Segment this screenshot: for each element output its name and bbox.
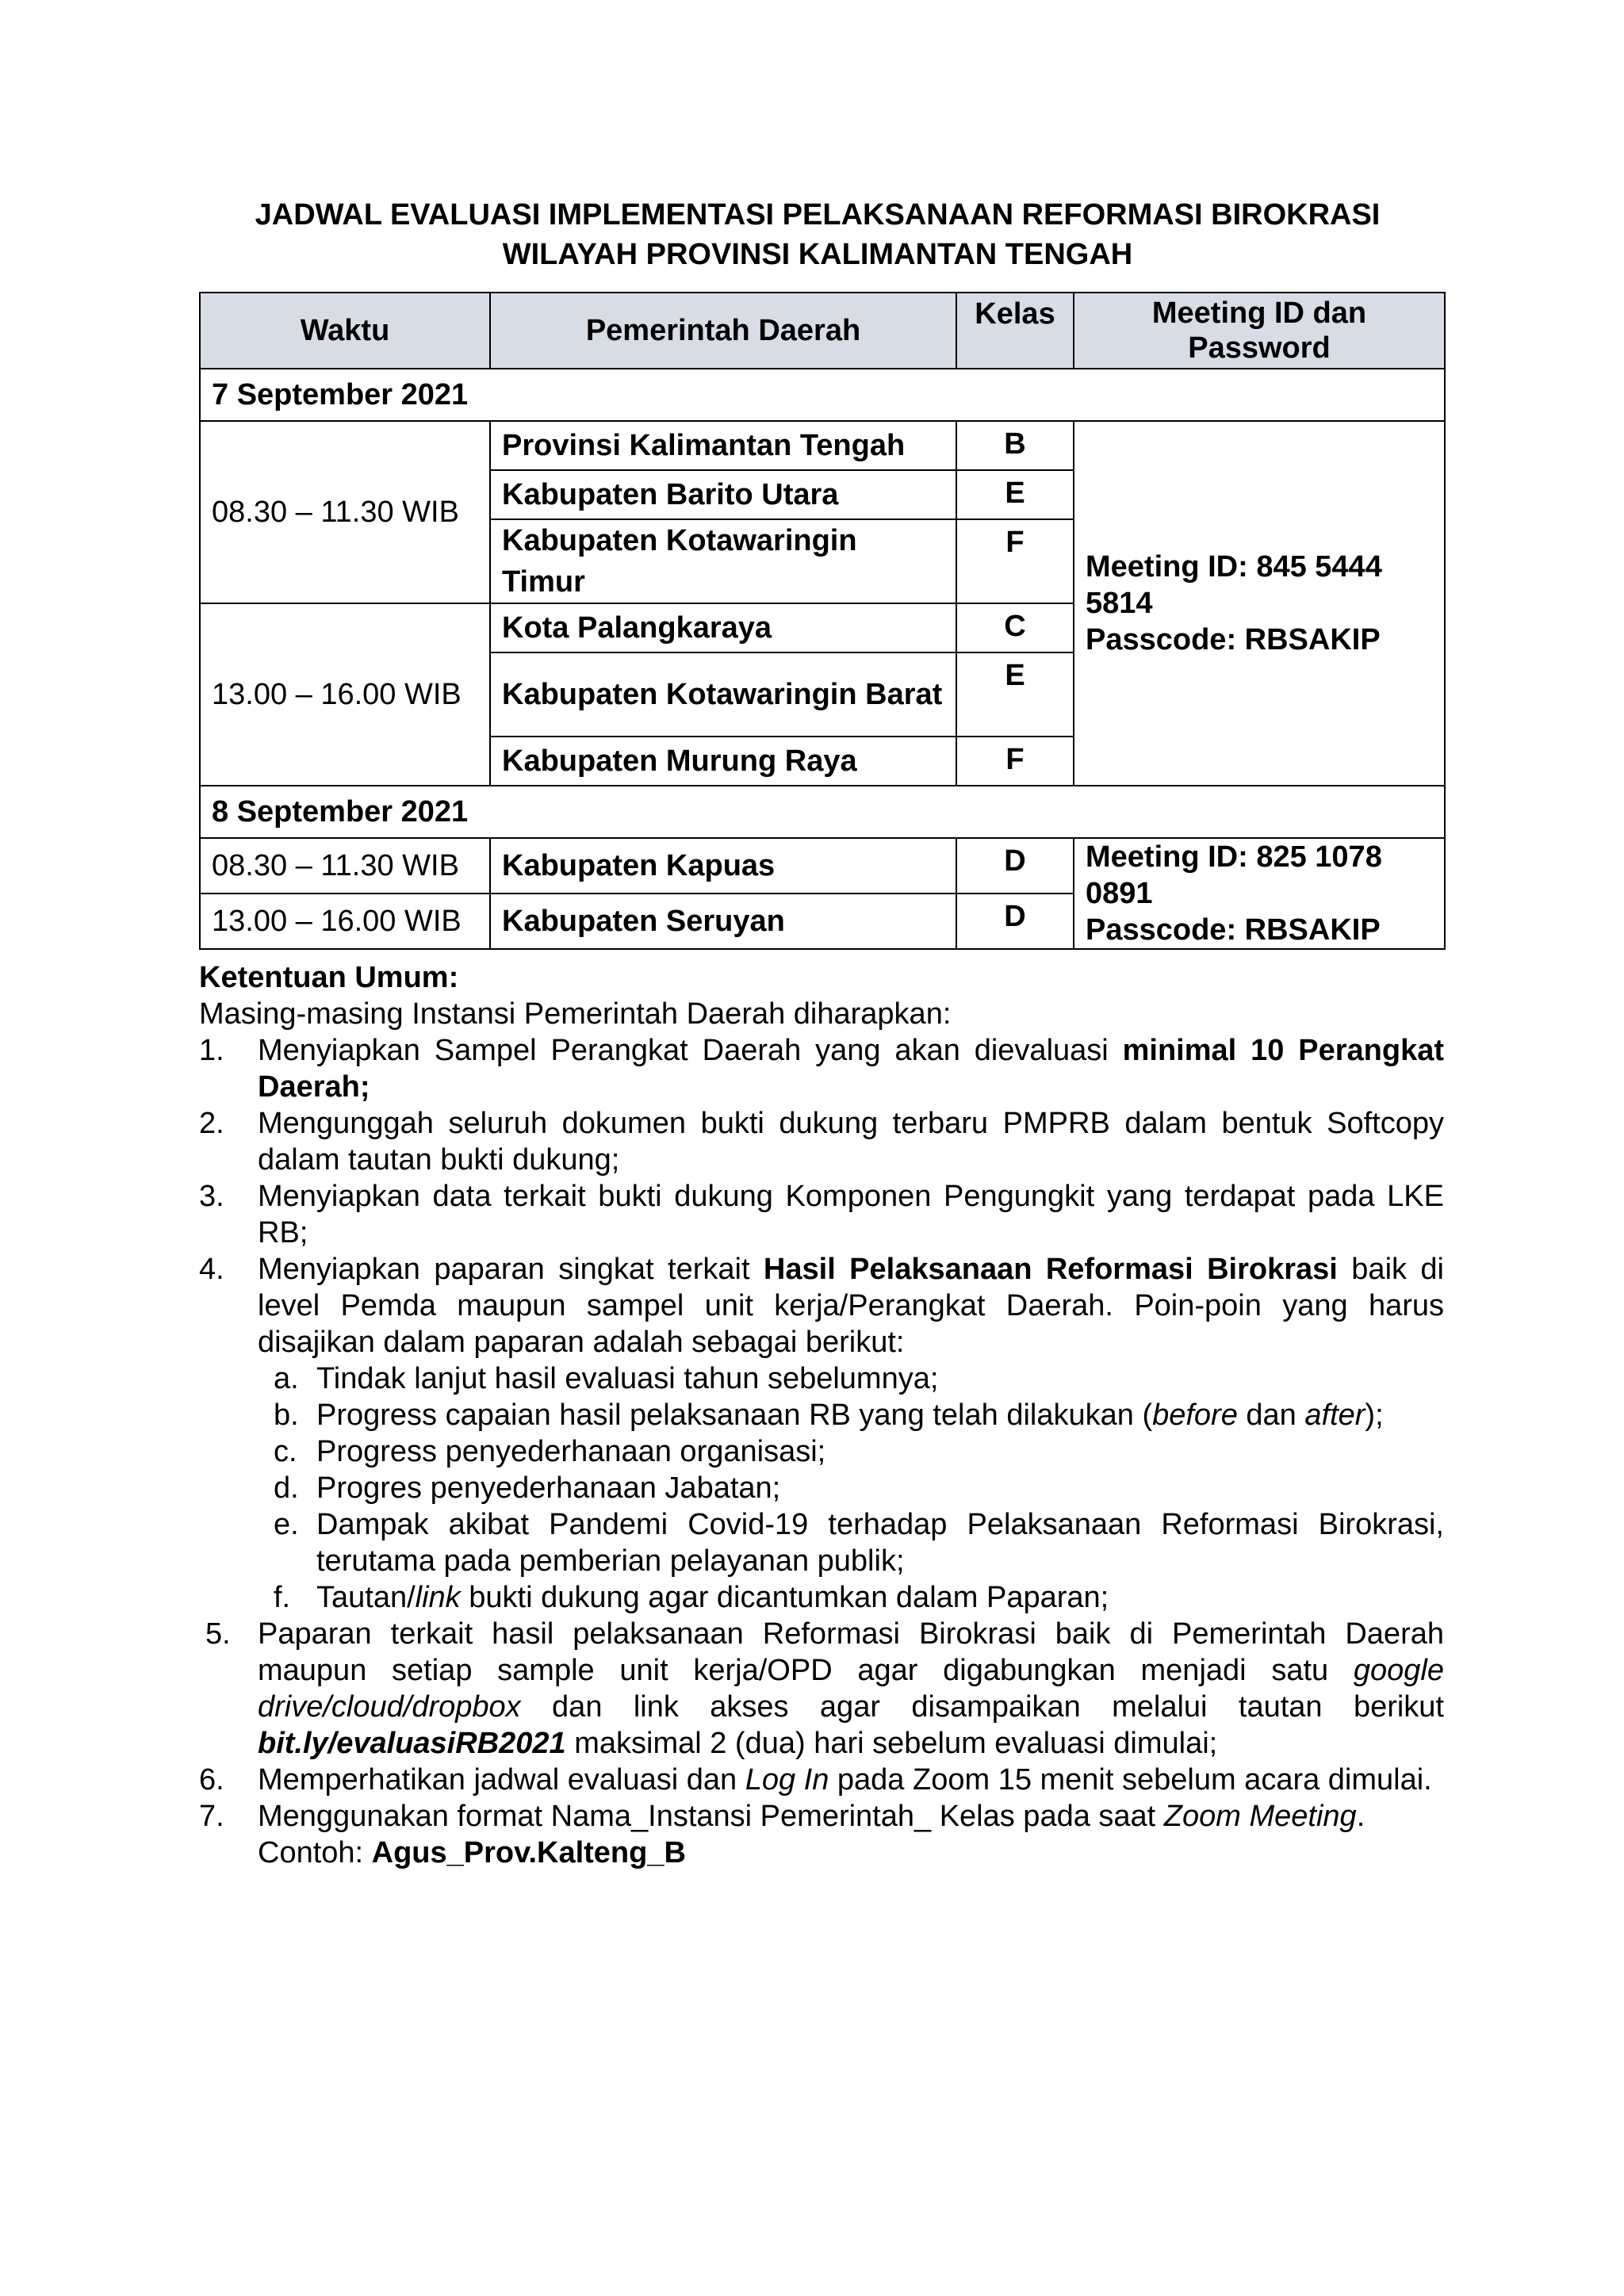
- example-value: Agus_Prov.Kalteng_B: [371, 1836, 686, 1869]
- sub-item-text: Progres penyederhanaan Jabatan;: [316, 1471, 781, 1505]
- item-text: Mengunggah seluruh dokumen bukti dukung terbaru PMPRB dalam bentuk Softcopy dalam tautan bukti dukung;: [258, 1107, 1444, 1177]
- sub-item-text: Dampak akibat Pandemi Covid-19 terhadap Pelaksanaan Reformasi Birokrasi, terutama pada pemberian pelayanan publik;: [316, 1508, 1444, 1578]
- title-line-1: JADWAL EVALUASI IMPLEMENTASI PELAKSANAAN REFORMASI BIROKRASI: [255, 198, 1381, 232]
- item-text: Memperhatikan jadwal evaluasi dan: [258, 1763, 745, 1797]
- passcode-day2: Passcode: RBSAKIP: [1086, 913, 1381, 947]
- sub-list-letter: c.: [274, 1435, 297, 1468]
- item-text: Menyiapkan paparan singkat terkait: [258, 1253, 764, 1286]
- document-title: [197, 195, 1438, 274]
- ketentuan-heading: Ketentuan Umum:: [199, 961, 459, 994]
- list-item: [199, 1616, 1444, 1762]
- kelas-cell: E: [956, 470, 1074, 519]
- header-pemerintah-daerah: Pemerintah Daerah: [490, 293, 956, 369]
- kelas-cell: F: [956, 519, 1074, 603]
- kelas-cell: D: [956, 894, 1074, 949]
- item-bold-text: Hasil Pelaksanaan Reformasi Birokrasi: [763, 1253, 1338, 1286]
- pemda-cell: Kabupaten Kapuas: [490, 838, 956, 894]
- sub-list-item: [258, 1397, 1444, 1433]
- date-day2: 8 September 2021: [200, 786, 1445, 838]
- date-row-day2: [200, 786, 1445, 838]
- header-meeting-line1: Meeting ID dan: [1151, 297, 1367, 330]
- sub-list-letter: a.: [274, 1362, 299, 1395]
- sub-list-item: [258, 1506, 1444, 1579]
- sub-item-text: Tindak lanjut hasil evaluasi tahun sebelumnya;: [316, 1362, 939, 1395]
- list-item: [199, 1798, 1444, 1871]
- list-item: [199, 1251, 1444, 1616]
- time-cell: 08.30 – 11.30 WIB: [200, 838, 490, 894]
- list-number: 3.: [199, 1180, 224, 1213]
- header-kelas: Kelas: [956, 293, 1074, 369]
- meeting-info-day2: [1074, 838, 1445, 949]
- sub-list-letter: b.: [274, 1399, 299, 1432]
- pemda-cell: Provinsi Kalimantan Tengah: [490, 421, 956, 470]
- date-day1: 7 September 2021: [200, 369, 1445, 421]
- item-text: .: [1356, 1800, 1365, 1833]
- list-number: 1.: [199, 1034, 224, 1067]
- time-day1-session2: 13.00 – 16.00 WIB: [200, 603, 490, 786]
- item-italic-text: google drive/cloud/dropbox: [258, 1654, 1444, 1724]
- item-italic-text: Zoom Meeting: [1163, 1800, 1357, 1833]
- meeting-id-day2: Meeting ID: 825 1078 0891: [1086, 840, 1382, 910]
- item-text: pada Zoom 15 menit sebelum acara dimulai.: [829, 1763, 1432, 1797]
- item-text: dan link akses agar disampaikan melalui tautan berikut: [520, 1690, 1444, 1724]
- list-number: 2.: [199, 1107, 224, 1140]
- sub-item-text: );: [1365, 1399, 1384, 1432]
- item-text: baik di level Pemda maupun sampel unit kerja/Perangkat Daerah. Poin-poin yang harus disajikan dalam paparan adalah sebagai berikut:: [258, 1253, 1445, 1359]
- time-day1-session1: 08.30 – 11.30 WIB: [200, 421, 490, 603]
- time-cell: 13.00 – 16.00 WIB: [200, 894, 490, 949]
- item-text: maksimal 2 (dua) hari sebelum evaluasi dimulai;: [565, 1727, 1218, 1760]
- sub-list-item: [258, 1360, 1444, 1397]
- meeting-id-day1: Meeting ID: 845 5444 5814: [1086, 550, 1382, 620]
- list-number: 6.: [199, 1763, 224, 1797]
- list-item: [199, 1105, 1444, 1178]
- sub-item-italic: link: [415, 1581, 461, 1614]
- passcode-day1: Passcode: RBSAKIP: [1086, 623, 1381, 656]
- header-meeting-line2: Password: [1188, 331, 1331, 365]
- pemda-cell: Kabupaten Murung Raya: [490, 737, 956, 786]
- pemda-cell: Kabupaten Kotawaringin Timur: [490, 519, 956, 603]
- ketentuan-intro: Masing-masing Instansi Pemerintah Daerah diharapkan:: [199, 997, 952, 1031]
- item-text: Menyiapkan data terkait bukti dukung Komponen Pengungkit yang terdapat pada LKE RB;: [258, 1180, 1444, 1249]
- kelas-cell: B: [956, 421, 1074, 470]
- pemda-cell: Kabupaten Kotawaringin Barat: [490, 652, 956, 737]
- sub-list-item: [258, 1470, 1444, 1506]
- example-label: Contoh:: [258, 1836, 372, 1869]
- kelas-cell: C: [956, 603, 1074, 652]
- sub-list-letter: d.: [274, 1471, 299, 1505]
- list-number: 4.: [199, 1253, 224, 1286]
- list-item: [199, 1178, 1444, 1251]
- header-waktu: Waktu: [200, 293, 490, 369]
- list-item: [199, 1032, 1444, 1105]
- sub-list-letter: f.: [274, 1581, 291, 1614]
- table-row: [200, 421, 1445, 470]
- list-number: 5.: [205, 1617, 231, 1651]
- sub-item-text: Progress capaian hasil pelaksanaan RB yang telah dilakukan (: [316, 1399, 1153, 1432]
- sub-item-italic: after: [1304, 1399, 1365, 1432]
- date-row-day1: [200, 369, 1445, 421]
- sub-item-italic: before: [1152, 1399, 1238, 1432]
- kelas-cell: E: [956, 652, 1074, 737]
- item-text: Menyiapkan Sampel Perangkat Daerah yang akan dievaluasi: [258, 1034, 1123, 1067]
- item-italic-text: Log In: [745, 1763, 829, 1797]
- ketentuan-umum-section: [199, 959, 1444, 1871]
- meeting-info-day1: [1074, 421, 1445, 786]
- kelas-cell: D: [956, 838, 1074, 894]
- sub-list-item: [258, 1579, 1444, 1616]
- pemda-cell: Kota Palangkaraya: [490, 603, 956, 652]
- sub-list-letter: e.: [274, 1508, 299, 1541]
- item-text: Paparan terkait hasil pelaksanaan Reformasi Birokrasi baik di Pemerintah Daerah maupun setiap sample unit kerja/OPD agar digabungkan menjadi satu: [258, 1617, 1444, 1687]
- sub-item-text: Progress penyederhanaan organisasi;: [316, 1435, 826, 1468]
- sub-list: [258, 1360, 1444, 1616]
- pemda-cell: Kabupaten Seruyan: [490, 894, 956, 949]
- title-line-2: WILAYAH PROVINSI KALIMANTAN TENGAH: [502, 238, 1133, 271]
- kelas-cell: F: [956, 737, 1074, 786]
- sub-item-text: dan: [1237, 1399, 1305, 1432]
- item-text: Menggunakan format Nama_Instansi Pemerintah_ Kelas pada saat: [258, 1800, 1164, 1833]
- ketentuan-list: [199, 1032, 1444, 1871]
- item-bold-text: minimal 10 Perangkat Daerah;: [258, 1034, 1444, 1104]
- table-header-row: [200, 293, 1445, 369]
- sub-item-text: Tautan/: [316, 1581, 416, 1614]
- evaluation-link[interactable]: bit.ly/evaluasiRB2021: [258, 1727, 566, 1760]
- sub-item-text: bukti dukung agar dicantumkan dalam Paparan;: [460, 1581, 1109, 1614]
- sub-list-item: [258, 1433, 1444, 1470]
- header-meeting: [1074, 293, 1445, 369]
- list-item: [199, 1762, 1444, 1798]
- table-row: [200, 838, 1445, 894]
- schedule-table: [199, 292, 1446, 950]
- list-number: 7.: [199, 1800, 224, 1833]
- pemda-cell: Kabupaten Barito Utara: [490, 470, 956, 519]
